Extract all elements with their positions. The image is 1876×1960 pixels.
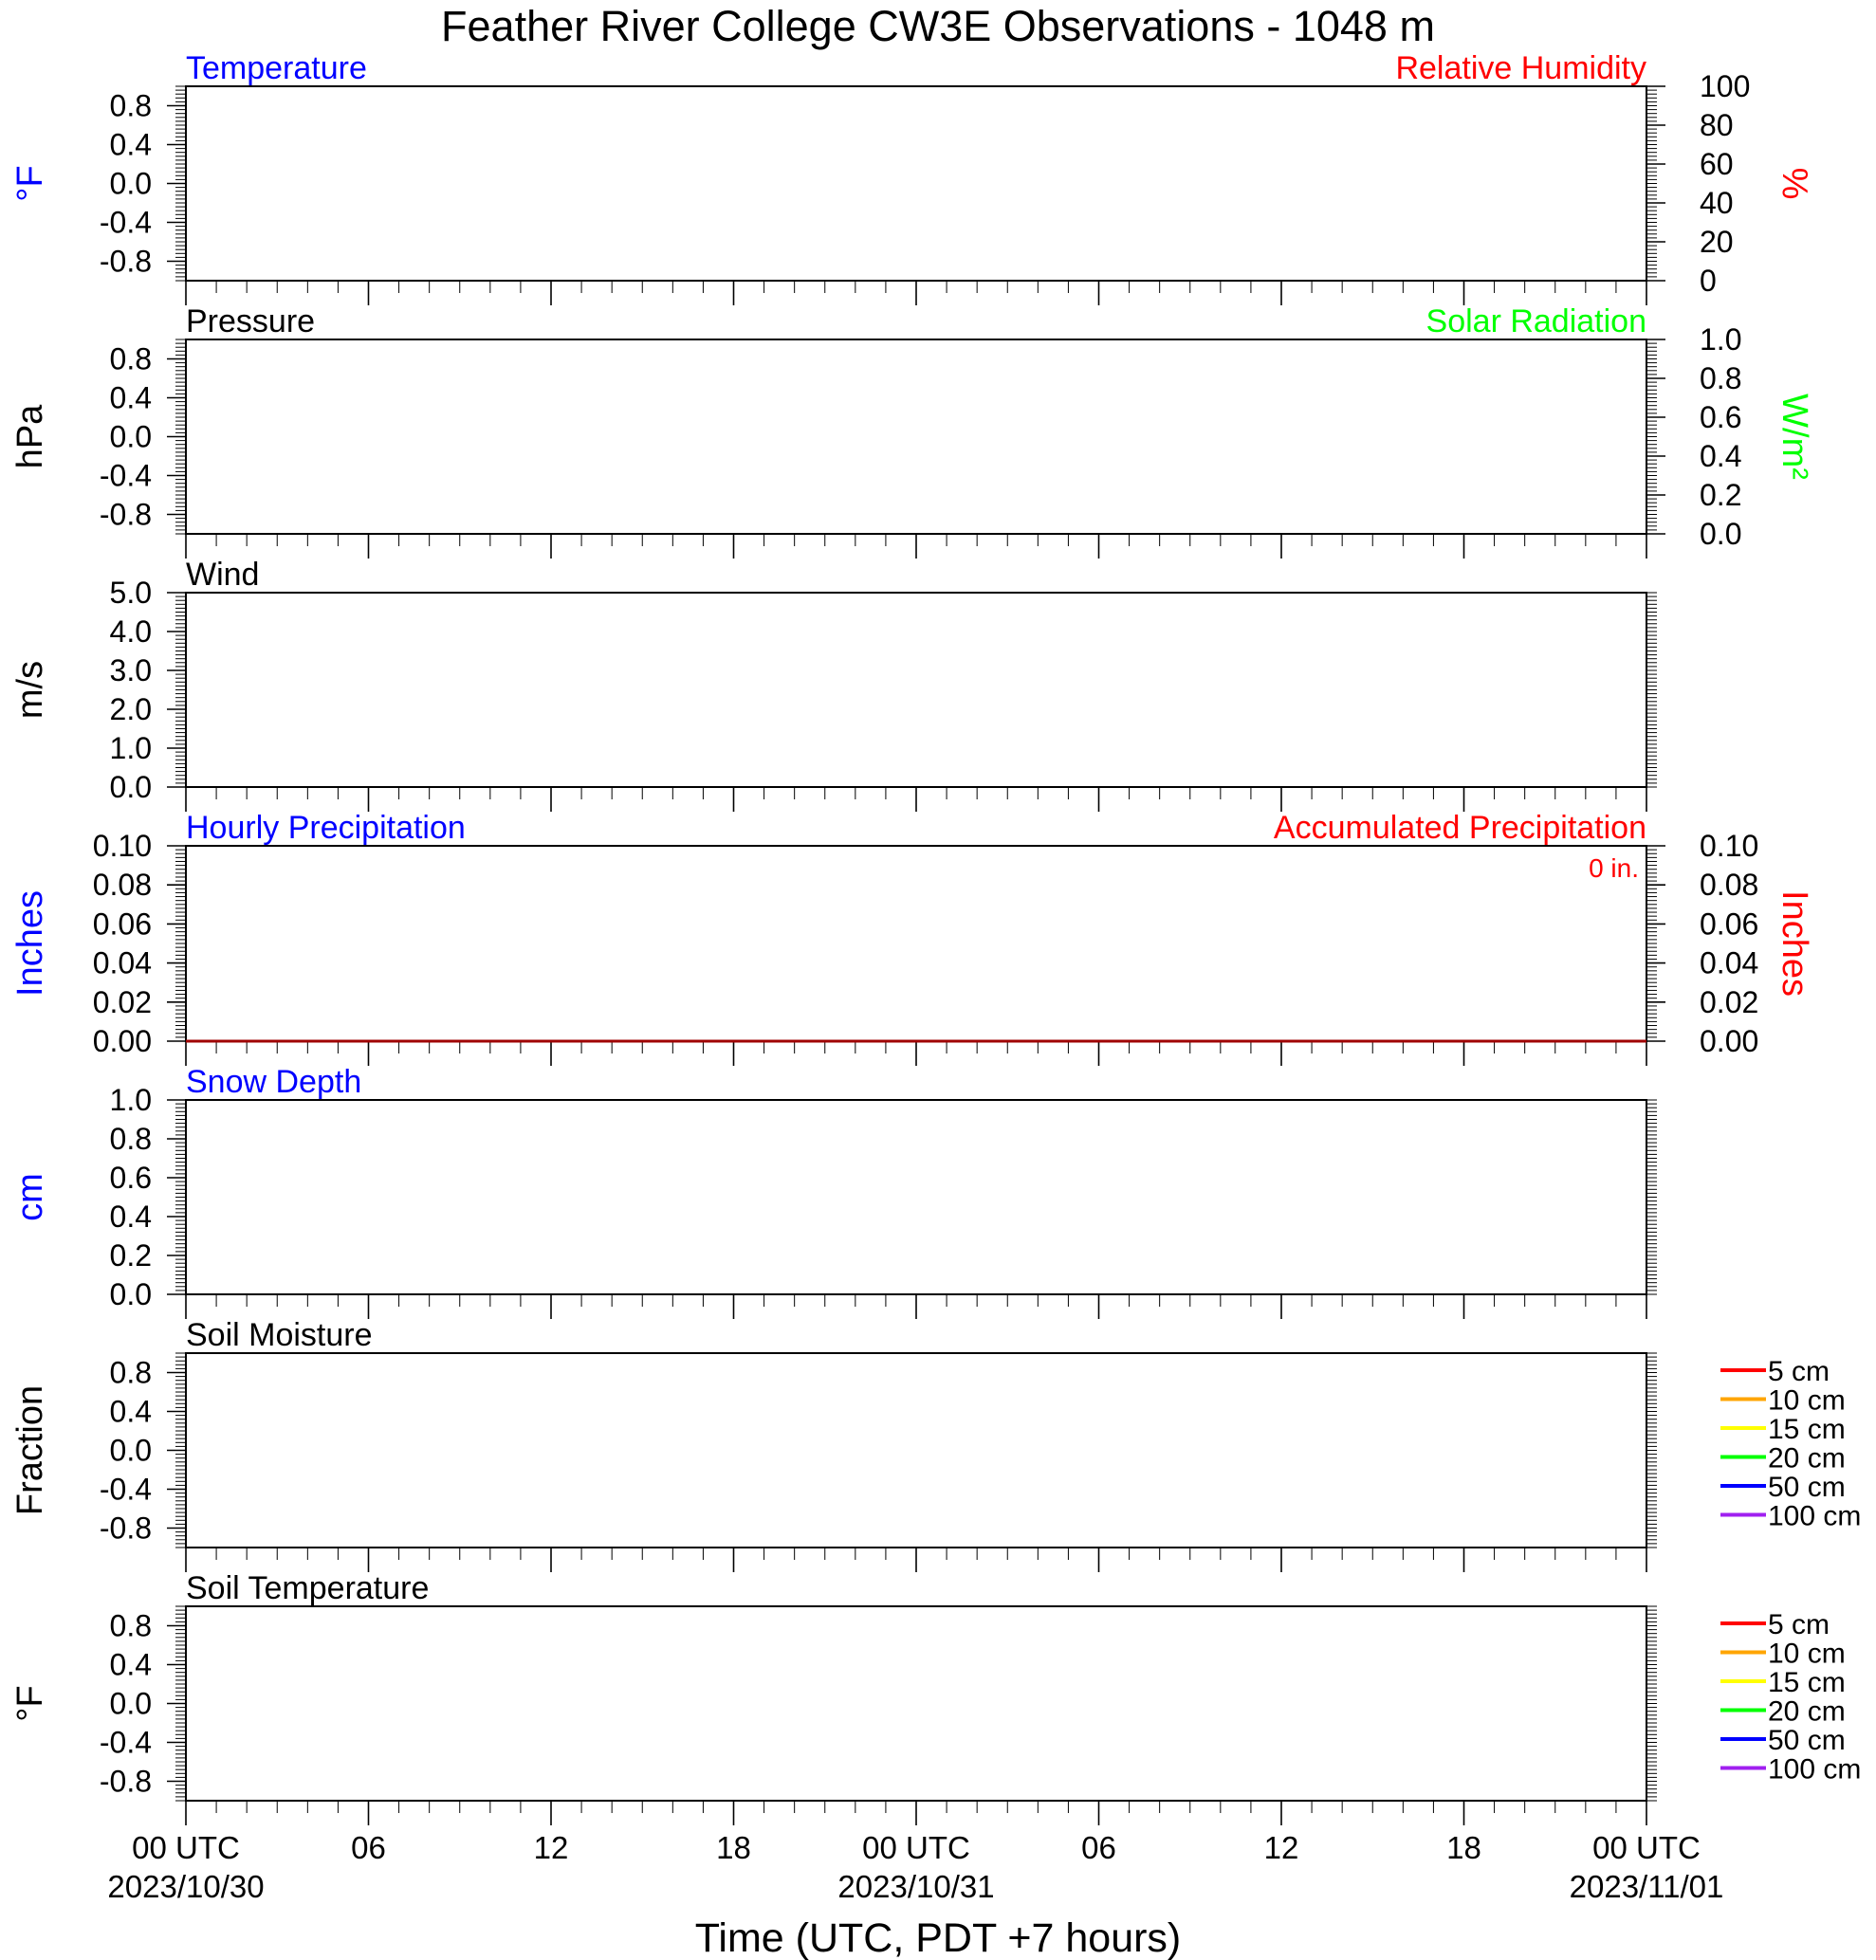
plot-frame [186, 1606, 1646, 1801]
y2-tick-label: 0.8 [1700, 361, 1742, 395]
panel-temperature-rh [10, 50, 1814, 305]
y-tick-label: 0.8 [109, 88, 152, 123]
panel-right-title: Accumulated Precipitation [1273, 810, 1646, 846]
y2-tick-label: 1.0 [1700, 322, 1742, 357]
y-tick-label: 0.0 [109, 770, 152, 804]
panel-wind [10, 557, 1657, 812]
y2-tick-label: 20 [1700, 225, 1734, 259]
y-axis-label: Fraction [10, 1384, 50, 1516]
y-tick-label: 0.00 [92, 1024, 152, 1058]
legend-label: 5 cm [1768, 1609, 1830, 1640]
y2-tick-label: 0.06 [1700, 907, 1759, 942]
y2-tick-label: 60 [1700, 147, 1734, 181]
y-tick-label: 0.0 [109, 1433, 152, 1468]
y-tick-label: 0.4 [109, 127, 152, 162]
y-tick-label: -0.8 [99, 1764, 152, 1799]
panel-soil-temperature [10, 1570, 1861, 1825]
y-tick-label: 0.6 [109, 1161, 152, 1195]
legend-label: 50 cm [1768, 1472, 1846, 1503]
y2-tick-label: 0 [1700, 264, 1717, 298]
legend-label: 20 cm [1768, 1442, 1846, 1475]
panels [10, 50, 1861, 1825]
y-tick-label: 0.0 [109, 166, 152, 201]
y-tick-label: 2.0 [109, 692, 152, 726]
y-tick-label: 0.0 [109, 1686, 152, 1721]
plot-frame [186, 1353, 1646, 1548]
y-tick-label: 0.0 [109, 419, 152, 454]
x-tick-label: 00 UTC [132, 1830, 240, 1865]
y-tick-label: 0.08 [92, 868, 152, 903]
y-tick-label: 3.0 [109, 653, 152, 687]
y2-tick-label: 100 [1700, 69, 1751, 103]
x-tick-label: 06 [351, 1830, 386, 1865]
x-tick-label: 18 [716, 1830, 751, 1865]
panel-left-title: Temperature [186, 50, 367, 86]
y-tick-label: 0.8 [109, 1355, 152, 1390]
y-tick-label: -0.4 [99, 1725, 152, 1760]
panel-snow-depth [10, 1064, 1657, 1319]
x-tick-label: 00 UTC [862, 1830, 970, 1865]
y-tick-label: 0.8 [109, 1608, 152, 1643]
plot-frame [186, 593, 1646, 787]
x-tick-label: 12 [533, 1830, 569, 1865]
chart-title: Feather River College CW3E Observations - 1048 m [441, 2, 1435, 50]
x-tick-label: 18 [1446, 1830, 1481, 1865]
x-tick-label: 06 [1081, 1830, 1116, 1865]
y2-axis-label: % [1775, 167, 1814, 200]
y-axis-label: cm [10, 1173, 50, 1221]
x-tick-label: 00 UTC [1592, 1830, 1701, 1865]
x-date-label: 2023/10/31 [837, 1869, 995, 1904]
plot-frame [186, 86, 1646, 281]
y-tick-label: 0.02 [92, 984, 152, 1019]
y-tick-label: 0.4 [109, 1394, 152, 1429]
y2-axis-label: Inches [1775, 890, 1814, 997]
panel-left-title: Soil Moisture [186, 1317, 373, 1353]
y2-tick-label: 0.2 [1700, 478, 1742, 512]
y2-tick-label: 80 [1700, 108, 1734, 142]
legend-label: 10 cm [1768, 1384, 1846, 1417]
x-date-label: 2023/10/30 [107, 1869, 265, 1904]
plot-frame [186, 1100, 1646, 1294]
legend-label: 10 cm [1768, 1638, 1846, 1670]
y-axis-label: °F [10, 165, 50, 202]
y2-tick-label: 0.10 [1700, 829, 1759, 863]
y-tick-label: 0.4 [109, 1200, 152, 1234]
y-tick-label: 0.0 [109, 1277, 152, 1311]
legend-label: 20 cm [1768, 1695, 1846, 1728]
y-tick-label: 1.0 [109, 731, 152, 765]
y-tick-label: 0.8 [109, 341, 152, 376]
y-tick-label: 0.2 [109, 1238, 152, 1273]
y2-tick-label: 0.04 [1700, 945, 1759, 980]
y2-tick-label: 40 [1700, 186, 1734, 220]
y-axis-label: Inches [10, 890, 50, 997]
y2-tick-label: 0.02 [1700, 984, 1759, 1019]
panel-right-title: Relative Humidity [1395, 50, 1646, 86]
y-tick-label: 0.10 [92, 829, 152, 863]
x-date-label: 2023/11/01 [1569, 1869, 1724, 1904]
accumulated-total: 0 in. [1589, 853, 1639, 883]
y-tick-label: -0.8 [99, 244, 152, 279]
panel-soil-moisture [10, 1317, 1861, 1572]
y-tick-label: 0.8 [109, 1122, 152, 1156]
legend-label: 50 cm [1768, 1725, 1846, 1756]
x-axis-label: Time (UTC, PDT +7 hours) [694, 1915, 1182, 1960]
y-tick-label: 0.04 [92, 945, 152, 980]
y-tick-label: 0.4 [109, 1647, 152, 1682]
y2-tick-label: 0.08 [1700, 868, 1759, 903]
panel-left-title: Snow Depth [186, 1064, 362, 1100]
y-tick-label: 0.06 [92, 907, 152, 942]
panel-pressure-solar [10, 303, 1814, 559]
y-tick-label: -0.8 [99, 497, 152, 532]
legend-label: 100 cm [1768, 1500, 1862, 1532]
y-axis-label: hPa [10, 404, 50, 469]
legend-label: 100 cm [1768, 1753, 1862, 1786]
y2-tick-label: 0.6 [1700, 400, 1742, 434]
panel-right-title: Solar Radiation [1425, 303, 1646, 339]
x-tick-label: 12 [1263, 1830, 1299, 1865]
legend-label: 5 cm [1768, 1356, 1830, 1387]
y-tick-label: -0.8 [99, 1511, 152, 1546]
y2-tick-label: 0.0 [1700, 517, 1742, 551]
y-tick-label: -0.4 [99, 458, 152, 493]
panel-left-title: Wind [186, 557, 260, 593]
y-tick-label: 4.0 [109, 614, 152, 649]
y2-axis-label: W/m² [1775, 394, 1814, 480]
panel-left-title: Soil Temperature [186, 1570, 430, 1606]
y2-tick-label: 0.00 [1700, 1024, 1759, 1058]
y-axis-label: m/s [10, 660, 50, 720]
panel-left-title: Hourly Precipitation [186, 810, 466, 846]
x-axis [107, 1830, 1723, 1904]
legend-label: 15 cm [1768, 1414, 1846, 1445]
y2-tick-label: 0.4 [1700, 439, 1742, 473]
plot-frame [186, 339, 1646, 534]
y-tick-label: -0.4 [99, 205, 152, 240]
y-tick-label: -0.4 [99, 1472, 152, 1507]
y-tick-label: 5.0 [109, 576, 152, 610]
plot-frame [186, 846, 1646, 1041]
y-tick-label: 0.4 [109, 380, 152, 415]
panel-precipitation [10, 810, 1814, 1066]
panel-left-title: Pressure [186, 303, 316, 339]
legend-label: 15 cm [1768, 1667, 1846, 1698]
y-tick-label: 1.0 [109, 1083, 152, 1117]
y-axis-label: °F [10, 1685, 50, 1722]
